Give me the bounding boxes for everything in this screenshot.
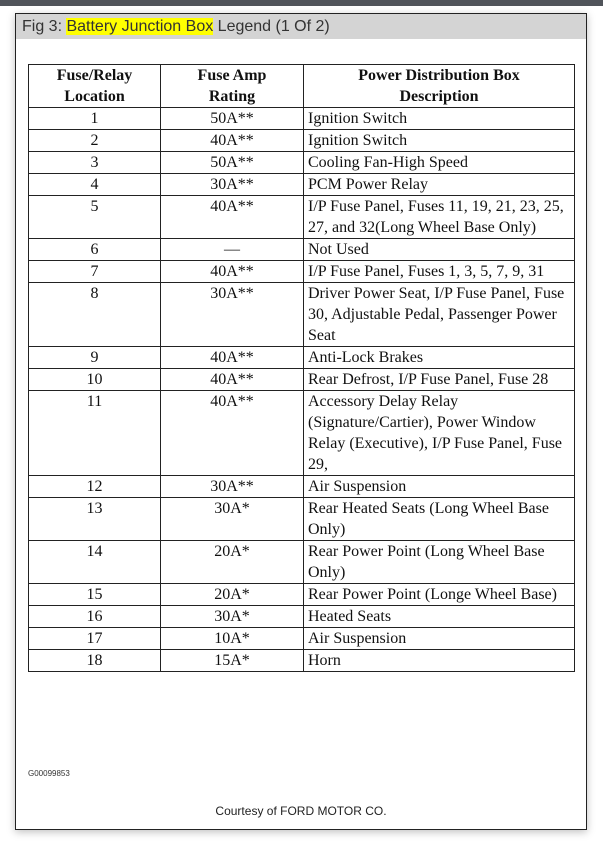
title-highlight: Battery Junction Box (66, 18, 214, 35)
table-row (29, 650, 575, 672)
table-row (29, 498, 575, 541)
fuse-rating: 40A** (161, 369, 304, 391)
fuse-rating: 30A** (161, 476, 304, 498)
table-row (29, 391, 575, 476)
fuse-rating: 40A** (161, 347, 304, 369)
fuse-description: Rear Defrost, I/P Fuse Panel, Fuse 28 (304, 369, 575, 391)
fuse-location: 17 (29, 628, 161, 650)
courtesy-text: Courtesy of FORD MOTOR CO. (215, 804, 387, 818)
fuse-rating: 10A* (161, 628, 304, 650)
table-row (29, 152, 575, 174)
fuse-description: Heated Seats (304, 606, 575, 628)
fuse-location: 10 (29, 369, 161, 391)
table-row (29, 584, 575, 606)
table-row (29, 196, 575, 239)
figure-code: G00099853 (28, 769, 70, 778)
fuse-description: Ignition Switch (304, 130, 575, 152)
fuse-rating: 30A* (161, 606, 304, 628)
fuse-rating: 30A** (161, 174, 304, 196)
fuse-description: Rear Power Point (Longe Wheel Base) (304, 584, 575, 606)
table-row (29, 108, 575, 130)
fuse-location: 4 (29, 174, 161, 196)
fuse-description: Rear Power Point (Long Wheel Base Only) (304, 541, 575, 584)
table-row (29, 476, 575, 498)
fuse-location: 9 (29, 347, 161, 369)
fuse-rating: 30A* (161, 498, 304, 541)
fuse-description: Horn (304, 650, 575, 672)
fuse-rating: 50A** (161, 152, 304, 174)
fuse-description: I/P Fuse Panel, Fuses 11, 19, 21, 23, 25, 27, and 32(Long Wheel Base Only) (304, 196, 575, 239)
top-bar (0, 0, 603, 6)
fuse-location: 15 (29, 584, 161, 606)
fuse-rating: 40A** (161, 391, 304, 476)
header-location: Fuse/Relay Location (29, 65, 161, 108)
fuse-table (28, 64, 575, 672)
fuse-rating: 20A* (161, 541, 304, 584)
header-rating: Fuse Amp Rating (161, 65, 304, 108)
figure-card (15, 13, 587, 830)
fuse-location: 12 (29, 476, 161, 498)
fuse-location: 14 (29, 541, 161, 584)
fuse-location: 1 (29, 108, 161, 130)
fuse-description: Driver Power Seat, I/P Fuse Panel, Fuse 30, Adjustable Pedal, Passenger Power Seat (304, 283, 575, 347)
fuse-rating: 30A** (161, 283, 304, 347)
fuse-rating: 40A** (161, 196, 304, 239)
fuse-location: 5 (29, 196, 161, 239)
table-row (29, 283, 575, 347)
header-description: Power Distribution Box Description (304, 65, 575, 108)
fuse-location: 6 (29, 239, 161, 261)
fuse-description: Ignition Switch (304, 108, 575, 130)
title-prefix: Fig 3: (22, 18, 67, 35)
fuse-location: 13 (29, 498, 161, 541)
fuse-location: 7 (29, 261, 161, 283)
table-row (29, 347, 575, 369)
table-row (29, 628, 575, 650)
fuse-description: Rear Heated Seats (Long Wheel Base Only) (304, 498, 575, 541)
fuse-rating: 40A** (161, 261, 304, 283)
fuse-description: PCM Power Relay (304, 174, 575, 196)
table-row (29, 174, 575, 196)
table-row (29, 130, 575, 152)
fuse-location: 3 (29, 152, 161, 174)
fuse-location: 16 (29, 606, 161, 628)
fuse-rating: 15A* (161, 650, 304, 672)
fuse-rating: 50A** (161, 108, 304, 130)
fuse-location: 18 (29, 650, 161, 672)
table-row (29, 541, 575, 584)
title-suffix: Legend (1 Of 2) (213, 18, 330, 35)
fuse-description: Anti-Lock Brakes (304, 347, 575, 369)
fuse-description: Air Suspension (304, 628, 575, 650)
figure-title (16, 14, 586, 39)
fuse-rating: — (161, 239, 304, 261)
table-row (29, 239, 575, 261)
fuse-location: 11 (29, 391, 161, 476)
fuse-description: Not Used (304, 239, 575, 261)
fuse-location: 2 (29, 130, 161, 152)
table-row (29, 261, 575, 283)
table-row (29, 606, 575, 628)
fuse-location: 8 (29, 283, 161, 347)
fuse-description: Accessory Delay Relay (Signature/Cartier), Power Window Relay (Executive), I/P Fuse Panel, Fuse 29, (304, 391, 575, 476)
fuse-description: I/P Fuse Panel, Fuses 1, 3, 5, 7, 9, 31 (304, 261, 575, 283)
fuse-rating: 20A* (161, 584, 304, 606)
table-row (29, 369, 575, 391)
fuse-description: Air Suspension (304, 476, 575, 498)
fuse-description: Cooling Fan-High Speed (304, 152, 575, 174)
fuse-rating: 40A** (161, 130, 304, 152)
